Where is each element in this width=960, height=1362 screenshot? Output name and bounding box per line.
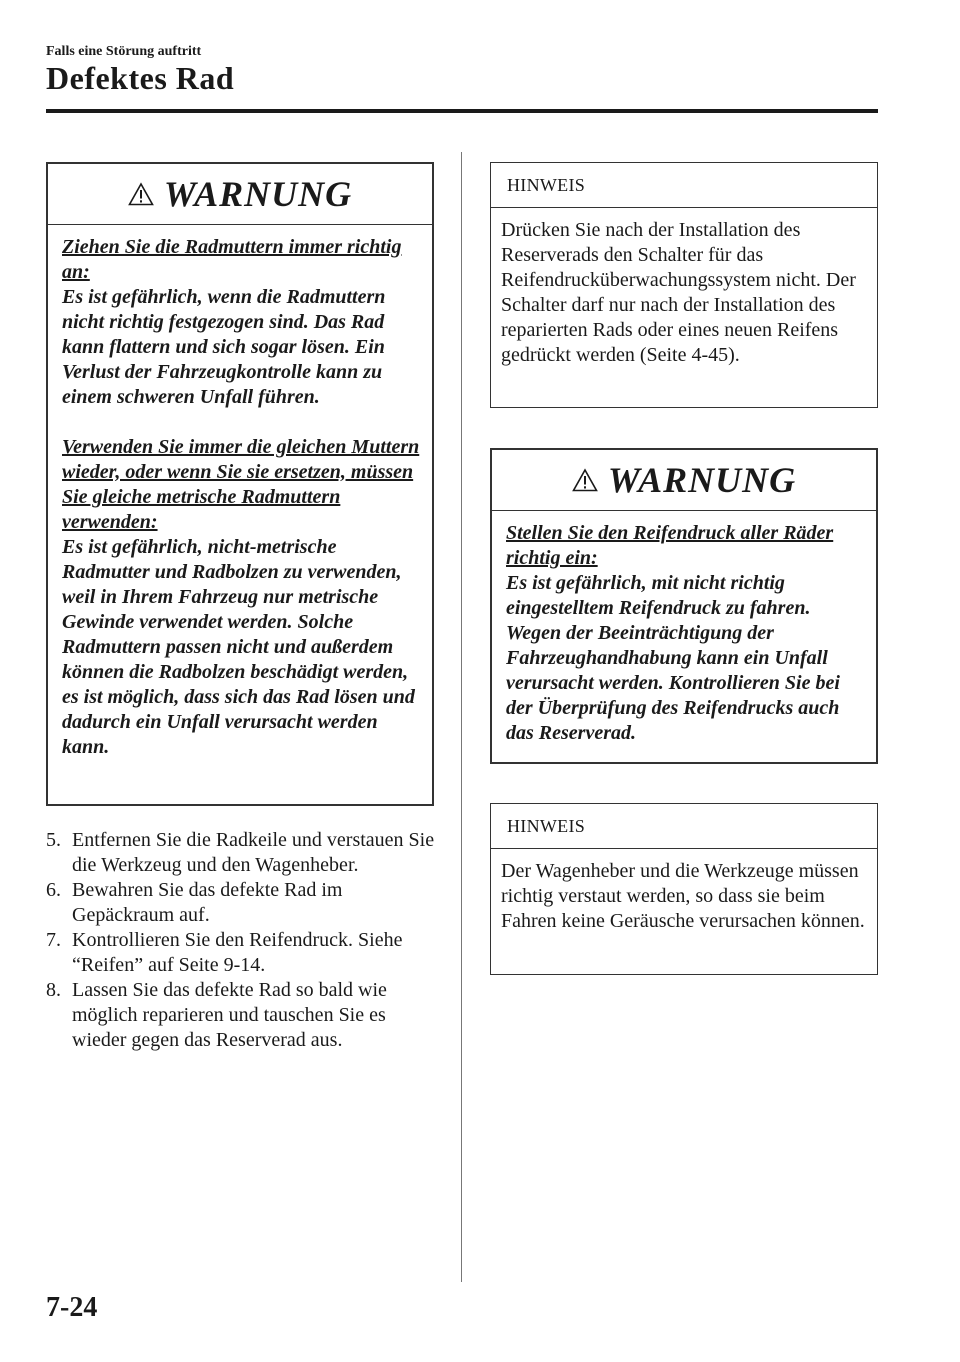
- step-number: 5.: [46, 829, 61, 851]
- warning-text: Es ist gefährlich, mit nicht richtig eingestelltem Reifendruck zu fahren. Wegen der Beeinträchtigung der Fahrzeughandhabung kann ein Unfall verursacht werden. Kontrollieren Sie bei der Überprüfung des Reifendrucks auch das Reserverad.: [506, 572, 840, 744]
- note-box-tpms: [490, 162, 878, 408]
- section-label: Falls eine Störung auftritt: [46, 44, 202, 59]
- warning-title: WARNUNG: [607, 460, 797, 500]
- warning-body: [492, 511, 876, 756]
- step-text: Kontrollieren Sie den Reifendruck. Siehe “Reifen” auf Seite 9-14.: [72, 929, 403, 976]
- page-title: Defektes Rad: [46, 60, 235, 96]
- warning-box-wheel-nuts: [46, 162, 434, 806]
- column-divider: [461, 152, 462, 1282]
- step-item: [46, 928, 442, 978]
- note-title: HINWEIS: [507, 174, 586, 195]
- warning-text: Es ist gefährlich, wenn die Radmuttern nicht richtig festgezogen sind. Das Rad kann flattern und sich sogar lösen. Ein Verlust der Fahrzeugkontrolle kann zu einem schweren Unfall führen.: [62, 286, 386, 408]
- step-text: Lassen Sie das defekte Rad so bald wie möglich reparieren und tauschen Sie es wieder gegen das Reserverad aus.: [72, 979, 387, 1051]
- page-number: 7-24: [46, 1292, 98, 1323]
- note-header: [491, 804, 877, 849]
- warning-triangle-icon: [128, 182, 154, 206]
- step-item: [46, 878, 442, 928]
- note-text: Drücken Sie nach der Installation des Reserverads den Schalter für das Reifendrucküberwachungssystem nicht. Der Schalter darf nur nach der Installation des reparierten Rads oder eines neuen Reifens gedrückt werden (Seite 4-45).: [501, 219, 856, 366]
- warning-heading: Verwenden Sie immer die gleichen Muttern wieder, oder wenn Sie sie ersetzen, müssen Sie gleiche metrische Radmuttern verwenden:: [62, 436, 420, 533]
- warning-triangle-icon: [572, 468, 598, 492]
- title-divider: [46, 109, 878, 113]
- step-text: Entfernen Sie die Radkeile und verstauen Sie die Werkzeug und den Wagenheber.: [72, 829, 435, 876]
- warning-heading: Ziehen Sie die Radmuttern immer richtig an:: [62, 236, 402, 283]
- warning-text: Es ist gefährlich, nicht-metrische Radmutter und Radbolzen zu verwenden, weil in Ihrem Fahrzeug nur metrische Gewinde verwendet werden. Solche Radmuttern passen nicht und außerdem können die Radbolzen beschädigt werden, es ist möglich, dass sich das Rad lösen und dadurch ein Unfall verursacht werden kann.: [62, 536, 415, 758]
- step-item: [46, 828, 442, 878]
- warning-body: [48, 225, 432, 770]
- step-text: Bewahren Sie das defekte Rad im Gepäckraum auf.: [72, 879, 343, 926]
- step-number: 6.: [46, 879, 61, 901]
- note-text: Der Wagenheber und die Werkzeuge müssen richtig verstaut werden, so dass sie beim Fahren keine Geräusche verursachen können.: [501, 860, 865, 932]
- note-box-tools: [490, 803, 878, 975]
- step-number: 8.: [46, 979, 61, 1001]
- step-number: 7.: [46, 929, 61, 951]
- warning-header: [492, 450, 876, 511]
- step-item: [46, 978, 442, 1053]
- warning-heading: Stellen Sie den Reifendruck aller Räder richtig ein:: [506, 522, 834, 569]
- warning-title: WARNUNG: [163, 174, 353, 214]
- step-list: [46, 828, 442, 1053]
- warning-header: [48, 164, 432, 225]
- warning-box-tire-pressure: [490, 448, 878, 764]
- note-title: HINWEIS: [507, 815, 586, 836]
- note-header: [491, 163, 877, 208]
